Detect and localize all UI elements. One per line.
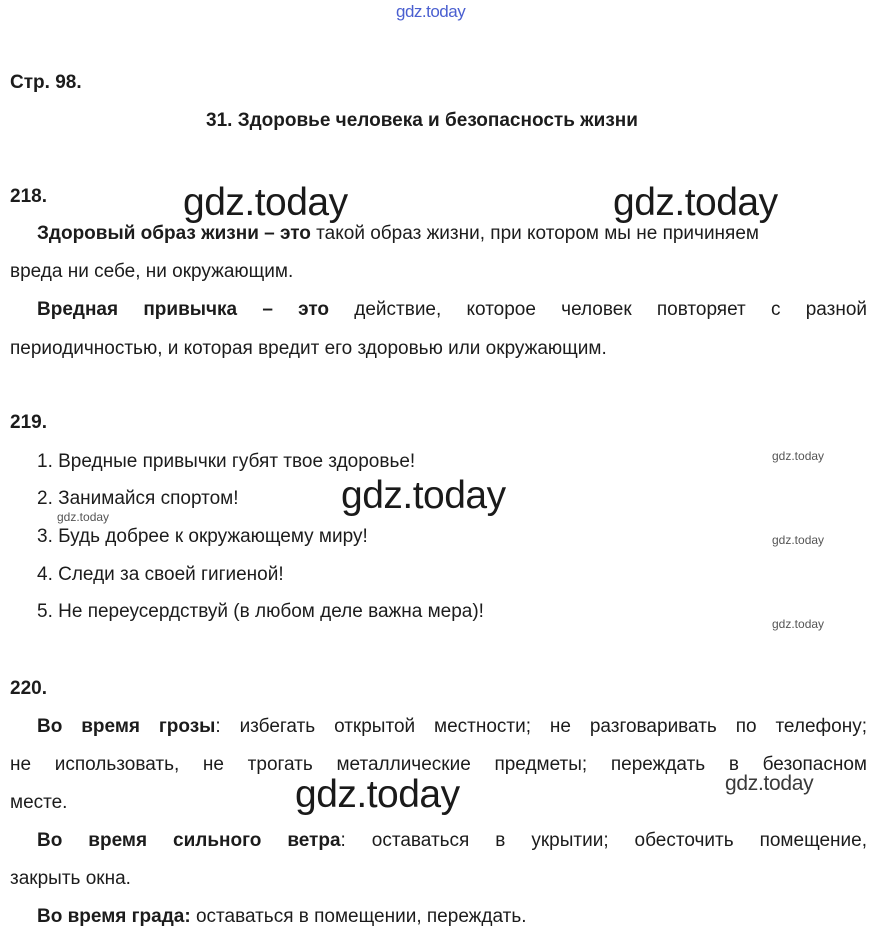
task-220-p2-line1 xyxy=(37,829,867,853)
term-healthy-lifestyle: Здоровый образ жизни – это xyxy=(37,223,311,244)
watermark-small: gdz.today xyxy=(57,510,110,524)
watermark-small: gdz.today xyxy=(772,449,825,463)
text: такой образ жизни, при котором мы не причиняем xyxy=(310,223,759,244)
term-thunderstorm: Во время грозы xyxy=(37,716,216,737)
task-218-p2-line1 xyxy=(37,298,867,322)
list-item: 5. Не переусердствуй (в любом деле важна мера)! xyxy=(37,601,484,622)
task-220-p3 xyxy=(37,905,527,929)
watermark-large: gdz.today xyxy=(295,773,460,816)
text: : оставаться в укрытии; обесточить помещение, xyxy=(340,830,868,851)
text: действие, которое человек повторяет с разной xyxy=(329,299,867,320)
watermark-medium: gdz.today xyxy=(725,772,814,795)
list-item: 3. Будь добрее к окружающему миру! xyxy=(37,526,368,547)
watermark-large: gdz.today xyxy=(613,181,778,224)
page-title: 31. Здоровье человека и безопасность жизни xyxy=(206,110,638,131)
text: оставаться в помещении, переждать. xyxy=(190,906,527,927)
task-218-p1-line2: вреда ни себе, ни окружающим. xyxy=(10,261,294,282)
watermark-large: gdz.today xyxy=(183,181,348,224)
term-hail: Во время града: xyxy=(37,906,191,927)
watermark-small: gdz.today xyxy=(772,533,825,547)
watermark-large: gdz.today xyxy=(341,474,506,517)
text: : избегать открытой местности; не разговаривать по телефону; xyxy=(215,716,867,737)
term-strong-wind: Во время сильного ветра xyxy=(37,830,341,851)
task-218-number: 218. xyxy=(10,186,47,207)
list-item: 1. Вредные привычки губят твое здоровье! xyxy=(37,451,416,472)
task-218-p2-line2: периодичностью, и которая вредит его здоровью или окружающим. xyxy=(10,338,607,359)
task-218-p1-line1 xyxy=(37,222,867,246)
task-220-number: 220. xyxy=(10,678,47,699)
watermark-top: gdz.today xyxy=(396,2,466,21)
task-220-p2-line2: закрыть окна. xyxy=(10,868,131,889)
task-220-p1-line3: месте. xyxy=(10,792,68,813)
list-item: 2. Занимайся спортом! xyxy=(37,488,239,509)
task-220-p1-line2: не использовать, не трогать металлические предметы; переждать в безопасном xyxy=(10,754,867,775)
watermark-small: gdz.today xyxy=(772,617,825,631)
page-ref: Стр. 98. xyxy=(10,72,82,93)
task-219-number: 219. xyxy=(10,412,47,433)
task-220-p1-line1 xyxy=(37,715,867,739)
term-bad-habit: Вредная привычка – это xyxy=(37,299,330,320)
list-item: 4. Следи за своей гигиеной! xyxy=(37,564,284,585)
